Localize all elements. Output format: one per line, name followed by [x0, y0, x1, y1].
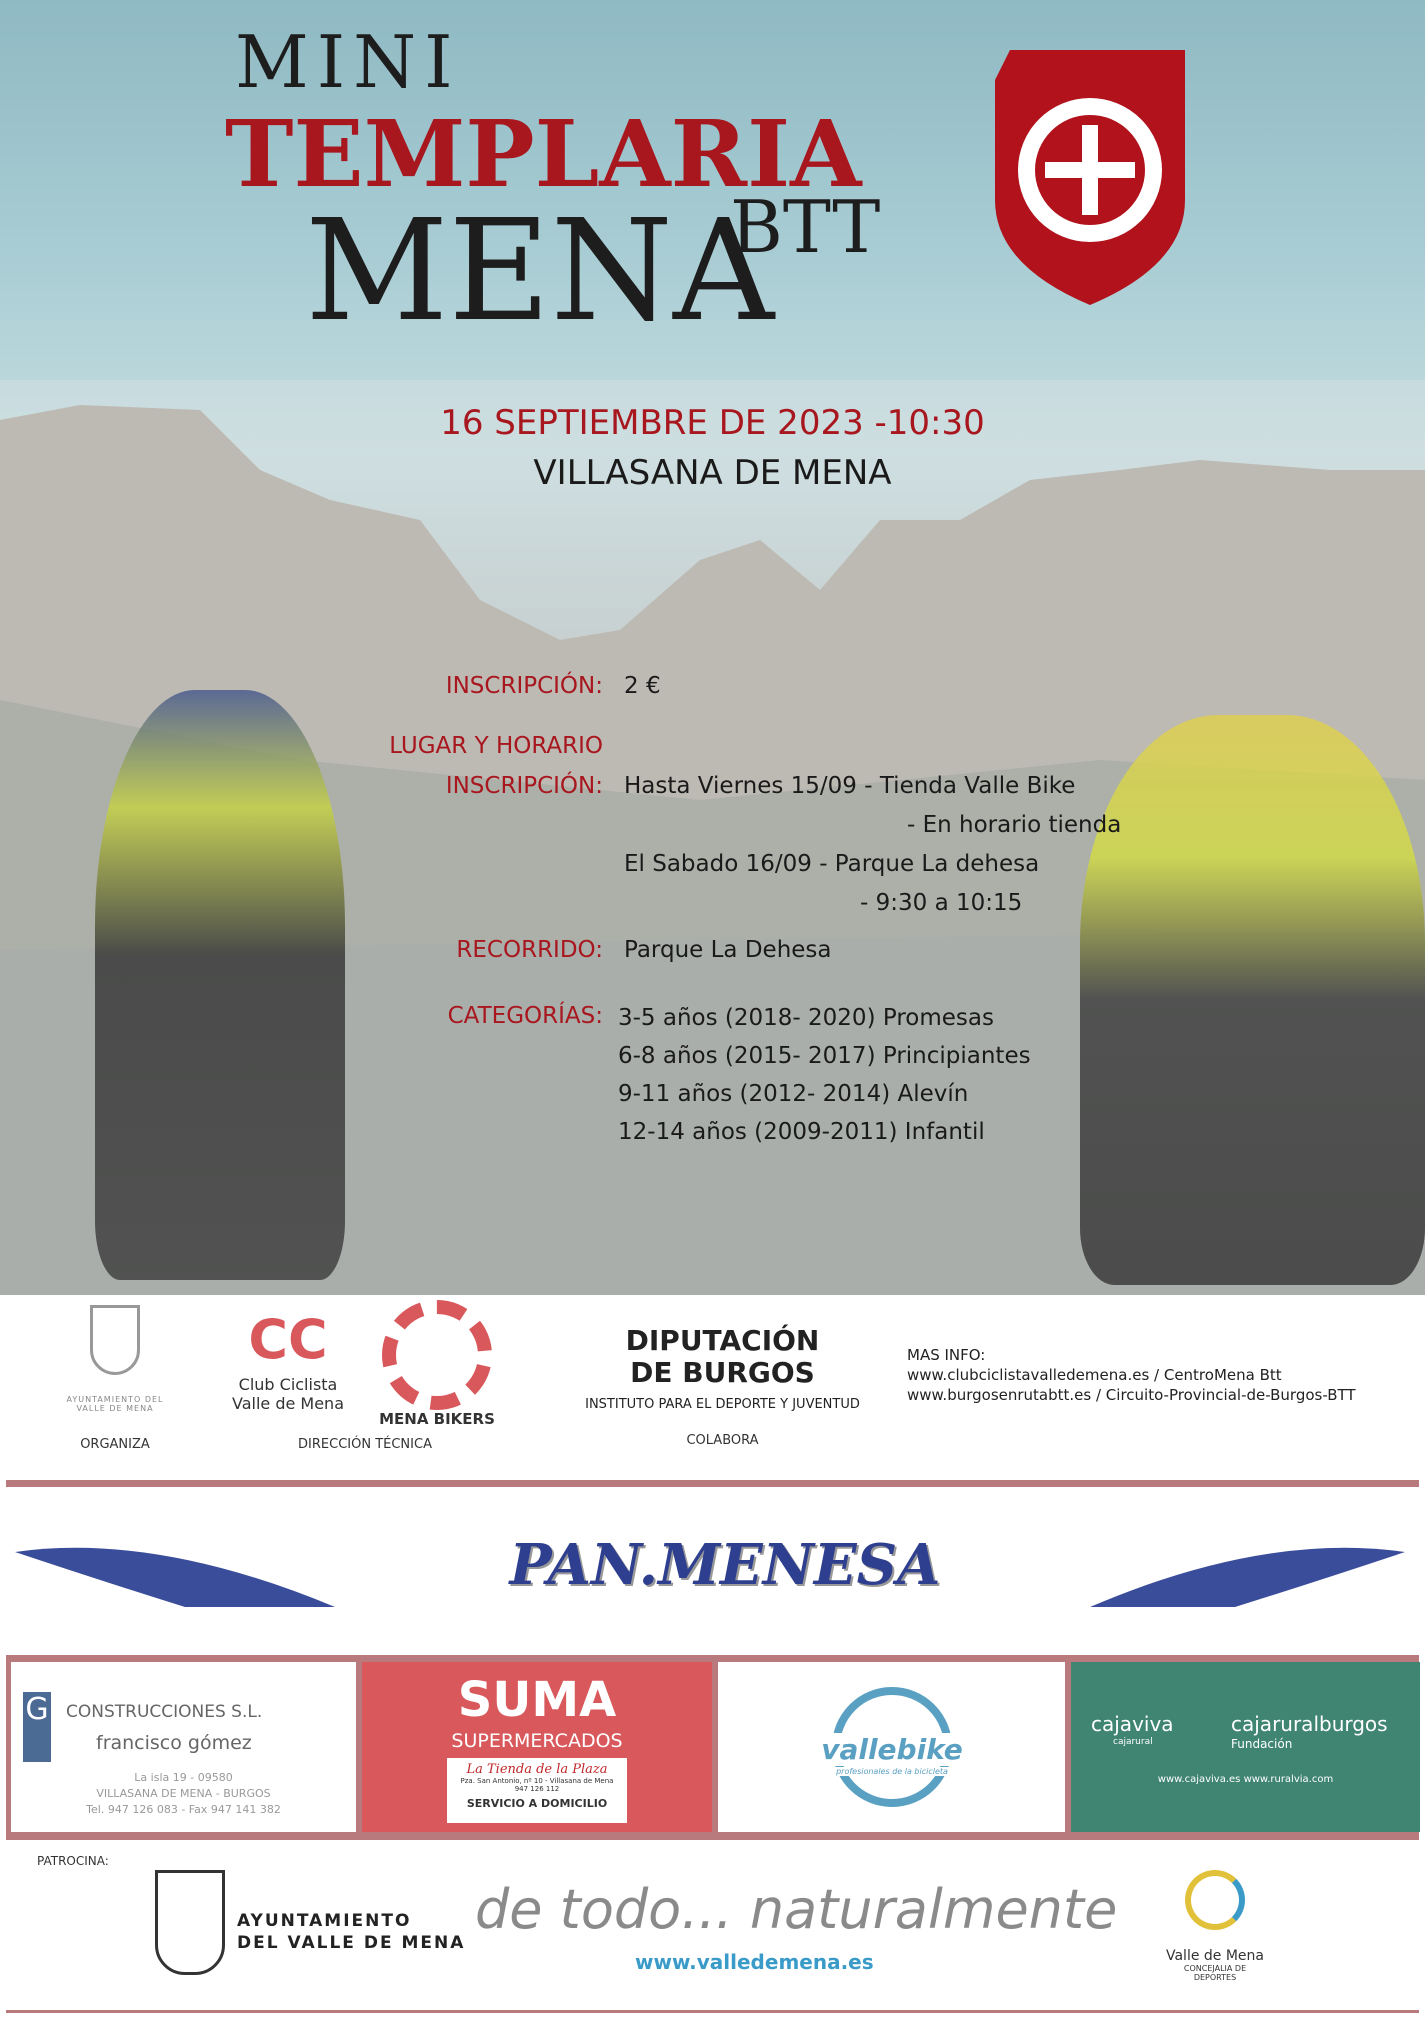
cg-logo-icon: G [23, 1692, 51, 1762]
title-mini: MINI [235, 20, 461, 104]
event-date: 16 SEPTIEMBRE DE 2023 -10:30 [440, 403, 985, 443]
lugar-label: LUGAR Y HORARIO [389, 733, 603, 759]
recorrido-label: RECORRIDO: [456, 937, 603, 963]
pan-menesa-banner [5, 1487, 1420, 1655]
construcciones-ad: G CONSTRUCCIONES S.L. francisco gómez La isla 19 - 09580 VILLASANA DE MENA - BURGOS Tel. 947 126 083 - Fax 947 141 382 [11, 1662, 356, 1832]
lugar-label-2: INSCRIPCIÓN: [445, 773, 603, 799]
organiza-caption: ORGANIZA [80, 1437, 150, 1452]
patrocina-label: PATROCINA: [37, 1854, 109, 1868]
info-link[interactable]: www.clubciclistavalledemena.es / CentroMena Btt [907, 1366, 1282, 1384]
slogan: de todo... naturalmente [475, 1878, 1118, 1941]
cajaviva-ad: cajaviva cajarural cajaruralburgos Fundación www.cajaviva.es www.ruralvia.com [1071, 1662, 1420, 1832]
lugar-line: - 9:30 a 10:15 [860, 890, 1023, 916]
mena-bikers-logo: MENA BIKERS [372, 1300, 502, 1428]
title-templaria: TEMPLARIA [225, 100, 862, 208]
ayuntamiento-text: AYUNTAMIENTO DEL VALLE DE MENA [237, 1911, 466, 1953]
organizers-band [0, 1295, 1425, 1475]
inscripcion-label: INSCRIPCIÓN: [445, 673, 603, 699]
direccion-caption: DIRECCIÓN TÉCNICA [298, 1437, 432, 1452]
rider-left-photo [95, 690, 345, 1280]
suma-ad: SUMA SUPERMERCADOS La Tienda de la Plaza Pza. San Antonio, nº 10 - Villasana de Mena 947 126 112 SERVICIO A DOMICILIO [362, 1662, 712, 1832]
colabora-caption: COLABORA [686, 1433, 759, 1448]
valle-de-mena-deportes-logo: Valle de Mena CONCEJALIA DE DEPORTES [1165, 1870, 1265, 1982]
patrocina-row [5, 1840, 1420, 2010]
lugar-line: - En horario tienda [907, 812, 1122, 838]
title-btt: BTT [730, 185, 881, 269]
ayuntamiento-logo: AYUNTAMIENTO DEL VALLE DE MENA [65, 1305, 165, 1413]
club-ciclista-logo: CC Club Ciclista Valle de Mena [231, 1308, 344, 1413]
vallebike-ad: vallebike profesionales de la bicicleta [718, 1662, 1065, 1832]
pan-menesa-logo: PAN.MENESA [509, 1532, 941, 1598]
valledemena-link[interactable]: www.valledemena.es [635, 1950, 874, 1974]
categoria: 3-5 años (2018- 2020) Promesas [618, 1005, 994, 1031]
categorias-label: CATEGORÍAS: [447, 1003, 603, 1029]
diputacion-logo: DIPUTACIÓN DE BURGOS INSTITUTO PARA EL DEPORTE Y JUVENTUD [585, 1324, 860, 1412]
categoria: 6-8 años (2015- 2017) Principiantes [618, 1043, 1031, 1069]
ayuntamiento-shield-icon [155, 1870, 225, 1975]
rider-right-photo [1080, 715, 1425, 1285]
event-place: VILLASANA DE MENA [533, 453, 892, 493]
inscripcion-value: 2 € [624, 673, 661, 699]
categoria: 9-11 años (2012- 2014) Alevín [618, 1081, 969, 1107]
templar-shield-logo [990, 50, 1190, 305]
lugar-line: Hasta Viernes 15/09 - Tienda Valle Bike [624, 773, 1076, 799]
lugar-line: El Sabado 16/09 - Parque La dehesa [624, 851, 1040, 877]
coat-of-arms-icon [90, 1305, 140, 1375]
title-mena: MENA [305, 190, 775, 353]
info-link[interactable]: www.burgosenrutabtt.es / Circuito-Provincial-de-Burgos-BTT [907, 1386, 1356, 1404]
categoria: 12-14 años (2009-2011) Infantil [618, 1119, 985, 1145]
mas-info: MAS INFO: www.clubciclistavalledemena.es / CentroMena Btt www.burgosenrutabtt.es / Circuito-Provincial-de-Burgos-BTT [907, 1346, 1356, 1404]
recorrido-value: Parque La Dehesa [624, 937, 832, 963]
